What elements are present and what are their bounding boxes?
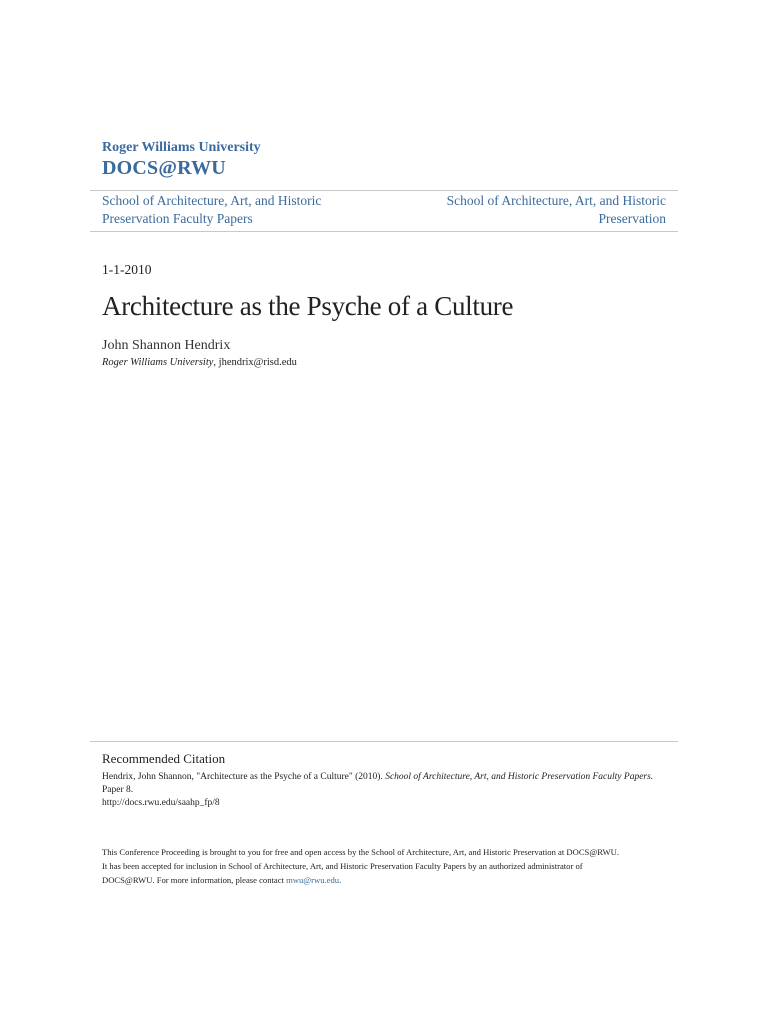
author-email: jhendrix@risd.edu (218, 357, 297, 368)
author-name: John Shannon Hendrix (102, 338, 231, 353)
collection-link-school[interactable] (406, 192, 666, 228)
citation-heading: Recommended Citation (102, 751, 226, 766)
collection-link-faculty-papers[interactable] (102, 192, 362, 228)
paper-title: Architecture as the Psyche of a Culture (102, 291, 514, 321)
collections-bar (90, 190, 678, 232)
repository-name[interactable]: DOCS@RWU (102, 157, 226, 179)
notice-line2: It has been accepted for inclusion in School of Architecture, Art, and Historic Preservation Faculty Papers by an authorized administrator of (102, 861, 583, 871)
contact-email-link[interactable]: mwu@rwu.edu (286, 875, 340, 885)
notice-line3-end: . (339, 875, 342, 885)
collection-left-line2: Preservation Faculty Papers (102, 211, 253, 226)
recommended-citation (90, 741, 678, 810)
collection-left-line1: School of Architecture, Art, and Historic (102, 193, 322, 208)
collection-right-line2: Preservation (598, 211, 666, 226)
citation-url[interactable]: http://docs.rwu.edu/saahp_fp/8 (102, 798, 220, 808)
university-name[interactable]: Roger Williams University (102, 140, 261, 155)
author-affiliation (102, 357, 297, 368)
notice-line1: This Conference Proceeding is brought to you for free and open access by the School of Architecture, Art, and Historic Preservation at DOCS@RWU. (102, 847, 619, 857)
notice-line3-start: DOCS@RWU. For more information, please contact (102, 875, 287, 885)
repository-header (102, 140, 678, 179)
affiliation-separator: , (213, 357, 219, 368)
publication-date: 1-1-2010 (102, 262, 152, 277)
access-notice (102, 845, 672, 887)
citation-paper-number: Paper 8. (102, 785, 134, 795)
affiliation-name: Roger Williams University (102, 357, 214, 368)
citation-start: Hendrix, John Shannon, "Architecture as the Psyche of a Culture" (2010). (102, 772, 386, 782)
citation-series: School of Architecture, Art, and Historic Preservation Faculty Papers. (385, 772, 654, 782)
citation-text (102, 771, 672, 810)
collection-right-line1: School of Architecture, Art, and Historic (446, 193, 666, 208)
